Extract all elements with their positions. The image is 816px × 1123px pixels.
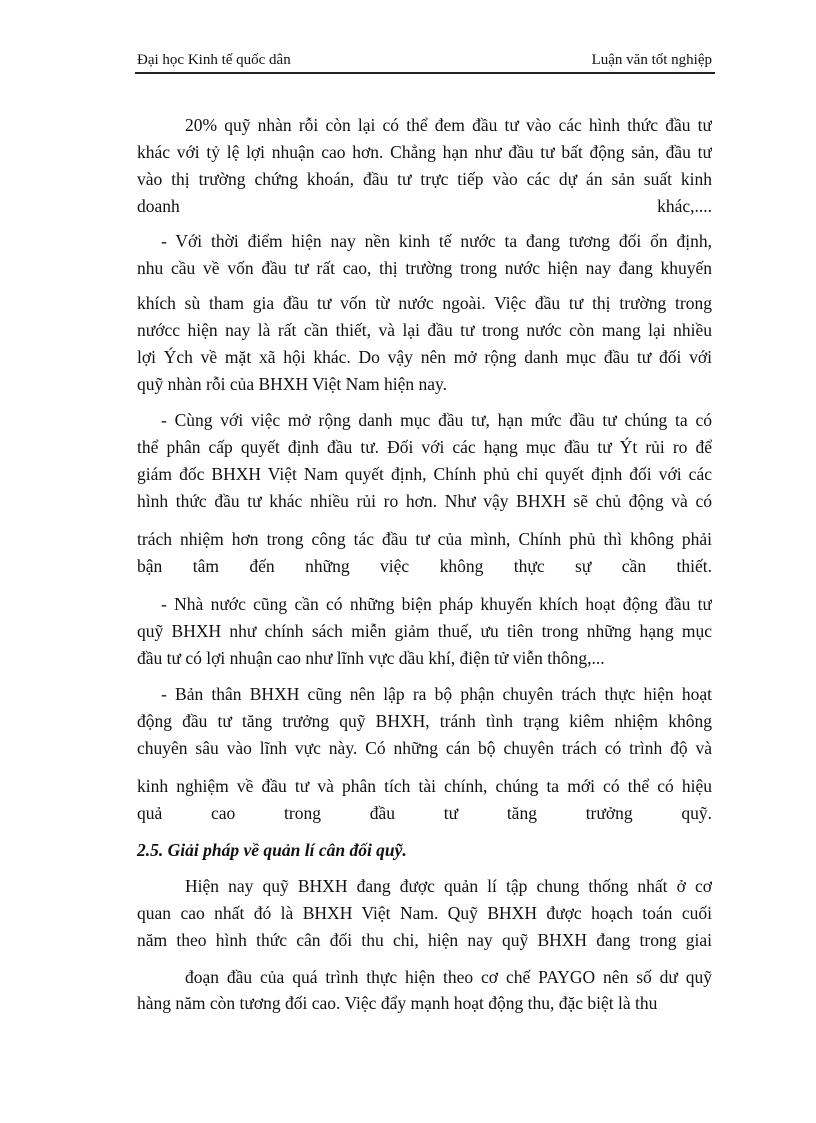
text-line: bận tâm đến những việc không thực sự cần thiết.: [137, 556, 712, 576]
text-line: giám đốc BHXH Việt Nam quyết định, Chính phủ chỉ quyết định đối với các: [137, 464, 712, 484]
text-line: - Cùng với việc mở rộng danh mục đầu tư, hạn mức đầu tư chúng ta có: [161, 410, 712, 430]
text-line: vào thị trường chứng khoán, đầu tư trực tiếp vào các dự án sản suất kinh: [137, 169, 712, 189]
text-line: - Nhà nước cũng cần có những biện pháp khuyến khích hoạt động đầu tư: [161, 594, 712, 614]
text-line: quỹ BHXH như chính sách miễn giảm thuế, ưu tiên trong những hạng mục: [137, 621, 712, 641]
header-left: Đại học Kinh tế quốc dân: [137, 52, 291, 68]
text-line: đoạn đầu của quá trình thực hiện theo cơ chế PAYGO nên số dư quỹ: [185, 967, 712, 987]
header-right: Luận văn tốt nghiệp: [591, 52, 712, 68]
text-line: nướcc hiện nay là rất cần thiết, và lại đầu tư trong nước còn mang lại nhiều: [137, 320, 712, 340]
text-line: kinh nghiệm về đầu tư và phân tích tài chính, chúng ta mới có thể có hiệu: [137, 776, 712, 796]
text-line: trách nhiệm hơn trong công tác đầu tư của mình, Chính phủ thì không phải: [137, 529, 712, 549]
text-line: khích sù tham gia đầu tư vốn từ nước ngoài. Việc đầu tư thị trường trong: [137, 293, 712, 313]
text-line: - Với thời điểm hiện nay nền kinh tế nước ta đang tương đối ổn định,: [161, 231, 712, 251]
text-line: 20% quỹ nhàn rỗi còn lại có thể đem đầu tư vào các hình thức đầu tư: [185, 115, 712, 135]
text-line: thể phân cấp quyết định đầu tư. Đối với các hạng mục đầu tư Ýt rủi ro để: [137, 437, 712, 457]
text-line: - Bản thân BHXH cũng nên lập ra bộ phận chuyên trách thực hiện hoạt: [161, 684, 712, 704]
text-line: quỹ nhàn rỗi của BHXH Việt Nam hiện nay.: [137, 374, 447, 394]
header-rule: [135, 72, 715, 74]
text-line: lợi Ých về mặt xã hội khác. Do vậy nên mở rộng danh mục đầu tư đối với: [137, 347, 712, 367]
text-line: doanh khác,....: [137, 196, 712, 216]
text-line: hàng năm còn tương đối cao. Việc đẩy mạnh hoạt động thu, đặc biệt là thu: [137, 993, 658, 1013]
section-heading: 2.5. Giải pháp về quản lí cân đối quỹ.: [137, 840, 407, 860]
text-line: chuyên sâu vào lĩnh vực này. Có những cán bộ chuyên trách có trình độ và: [137, 738, 712, 758]
text-line: quả cao trong đầu tư tăng trưởng quỹ.: [137, 803, 712, 823]
text-line: nhu cầu về vốn đầu tư rất cao, thị trường trong nước hiện nay đang khuyến: [137, 258, 712, 278]
text-line: khác với tỷ lệ lợi nhuận cao hơn. Chẳng hạn như đầu tư bất động sản, đầu tư: [137, 142, 712, 162]
text-line: Hiện nay quỹ BHXH đang được quản lí tập chung thống nhất ở cơ: [185, 876, 712, 896]
text-line: quan cao nhất đó là BHXH Việt Nam. Quỹ BHXH được hoạch toán cuối: [137, 903, 712, 923]
text-line: đầu tư có lợi nhuận cao như lĩnh vực dầu khí, điện tử viễn thông,...: [137, 648, 605, 668]
text-line: năm theo hình thức cân đối thu chi, hiện nay quỹ BHXH đang trong giai: [137, 930, 712, 950]
text-line: hình thức đầu tư khác nhiều rủi ro hơn. Như vậy BHXH sẽ chủ động và có: [137, 491, 712, 511]
text-line: động đầu tư tăng trưởng quỹ BHXH, tránh tình trạng kiêm nhiệm không: [137, 711, 712, 731]
